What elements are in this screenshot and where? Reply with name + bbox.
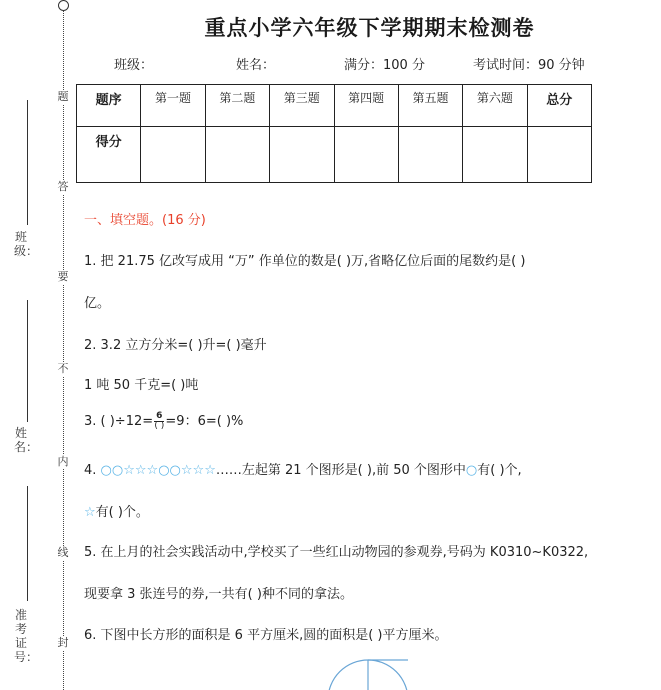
question-5-line-1: 5. 在上月的社会实践活动中,学校买了一些红山动物园的参观券,号码为 K0310~K0322, <box>84 545 589 560</box>
table-header-cell: 题序 <box>77 85 141 127</box>
question-4-end: 有( )个, <box>477 463 522 478</box>
class-label: 班级： <box>114 58 154 73</box>
binding-char: 线 <box>57 546 69 559</box>
table-header-cell: 总分 <box>527 85 591 127</box>
binding-char: 内 <box>57 455 69 468</box>
binding-char: 要 <box>57 270 69 283</box>
score-table-score-row <box>77 127 592 183</box>
question-1-line-1: 1. 把 21.75 亿改写成用 “万” 作单位的数是( )万,省略亿位后面的尾数约是( ) <box>84 254 526 269</box>
star-icon: ☆ <box>84 505 96 520</box>
binding-char: 答 <box>57 180 69 193</box>
question-4-star-count: 有( )个。 <box>95 505 149 520</box>
binding-char: 封 <box>57 636 69 649</box>
score-row-label: 得分 <box>77 127 141 183</box>
score-cell[interactable] <box>398 127 462 183</box>
binding-char: 不 <box>57 362 69 375</box>
section-heading: 一、填空题。(16 分) <box>84 213 206 228</box>
question-2-line-2: 1 吨 50 千克=( )吨 <box>84 378 199 393</box>
side-label-class: 班级： <box>14 230 39 258</box>
question-3-suffix: =9：6=( )% <box>165 414 244 429</box>
table-header-cell: 第一题 <box>141 85 205 127</box>
score-label: 满分：100 分 <box>344 58 425 73</box>
question-1-line-2: 亿。 <box>84 296 111 311</box>
score-cell[interactable] <box>270 127 334 183</box>
question-2-line-1: 2. 3.2 立方分米=( )升=( )毫升 <box>84 338 267 353</box>
question-3-prefix: 3. ( )÷12= <box>84 414 154 429</box>
question-4-line-2 <box>84 501 149 520</box>
side-write-line <box>27 486 28 601</box>
circle-icon: ○ <box>465 463 478 478</box>
score-cell[interactable] <box>334 127 398 183</box>
binding-char: 题 <box>57 90 69 103</box>
score-cell[interactable] <box>527 127 591 183</box>
question-6: 6. 下图中长方形的面积是 6 平方厘米,圆的面积是( )平方厘米。 <box>84 628 448 643</box>
circle-rectangle-figure <box>326 655 416 690</box>
table-header-cell: 第四题 <box>334 85 398 127</box>
fraction <box>154 412 164 431</box>
binding-strip <box>0 0 78 690</box>
page-title: 重点小学六年级下学期期末检测卷 <box>204 16 535 40</box>
score-cell[interactable] <box>463 127 527 183</box>
table-header-cell: 第五题 <box>398 85 462 127</box>
question-4-prefix: 4. <box>84 463 101 478</box>
table-header-cell: 第六题 <box>463 85 527 127</box>
question-3 <box>84 410 243 431</box>
question-5-line-2: 现要拿 3 张连号的券,一共有( )种不同的拿法。 <box>84 587 353 602</box>
score-cell[interactable] <box>141 127 205 183</box>
side-write-line <box>27 300 28 422</box>
side-label-exam-id: 准考证号： <box>14 608 39 664</box>
side-label-name: 姓名： <box>14 426 39 454</box>
score-table-header-row <box>77 85 592 127</box>
side-write-line <box>27 100 28 225</box>
fraction-denominator: ( ) <box>154 421 165 431</box>
question-4-middle: ……左起第 21 个图形是( ),前 50 个图形中 <box>215 463 466 478</box>
question-4-line-1 <box>84 459 522 478</box>
name-label: 姓名： <box>236 58 276 73</box>
table-header-cell: 第二题 <box>205 85 269 127</box>
time-label: 考试时间：90 分钟 <box>473 58 585 73</box>
table-header-cell: 第三题 <box>270 85 334 127</box>
shape-sequence-icon: ○○☆☆☆○○☆☆☆ <box>100 463 216 478</box>
fraction-numerator: 6 <box>156 411 163 421</box>
score-cell[interactable] <box>205 127 269 183</box>
binding-hole-icon <box>58 0 69 11</box>
score-table <box>76 84 592 183</box>
